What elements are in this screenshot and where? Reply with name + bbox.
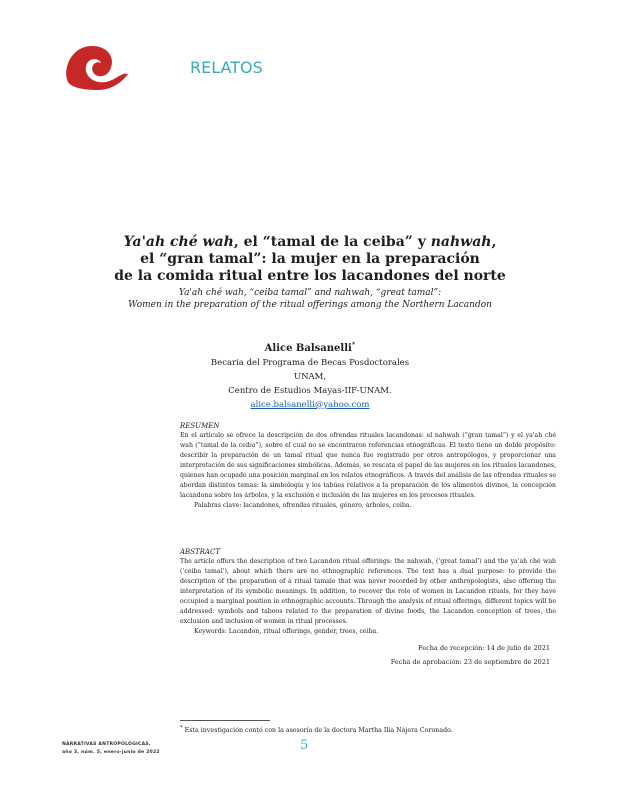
resumen-section <box>180 421 556 511</box>
abstract-section <box>180 547 556 637</box>
resumen-body: En el artículo se ofrece la descripción de dos ofrendas rituales lacandonas: el nahwah (“gran tamal”) y el ya'ah ché wah (“tamal de la ceiba”), sobre el cual no se encontraron referencias etnográficas. El texto tiene un doble propósito: describir la preparación de un tamal ritual que nunca fue registrado por otros antropólogos, y proporcionar una interpretación de sus significaciones simbólicas. Además, se rescata el papel de las mujeres en los rituales lacandones, quienes han ocupado una posición marginal en los relatos etnográficos. A través del análisis de las ofrendas rituales se abordan distintos temas: la simbología y los tabúes relativos a la preparación de los alimentos divinos, la concepción lacandona sobre los árboles, y la exclusión e inclusión de las mujeres en los procesos rituales. <box>180 432 556 499</box>
spiral-wave-logo-icon <box>62 38 132 94</box>
author-line <box>210 338 410 356</box>
footnote <box>180 725 560 734</box>
date-received: Fecha de recepción: 14 de julio de 2021 <box>418 644 550 652</box>
date-approved: Fecha de aprobación: 23 de septiembre de 2021 <box>390 658 550 666</box>
footnote-divider <box>180 720 270 721</box>
author-email-link[interactable]: alice.balsanelli@yahoo.com <box>250 399 370 410</box>
author-affiliation-1: Becaria del Programa de Becas Posdoctorales UNAM, <box>210 357 410 382</box>
resumen-heading: RESUMEN <box>180 422 220 430</box>
article-title-block <box>110 234 510 311</box>
journal-info <box>62 741 192 757</box>
abstract-heading: ABSTRACT <box>180 548 221 556</box>
title-line3: de la comida ritual entre los lacandones del norte <box>114 268 506 284</box>
footnote-mark: * <box>180 725 183 731</box>
author-affiliation-2: Centro de Estudios Mayas-IIF-UNAM. <box>228 385 392 396</box>
footnote-text: Esta investigación contó con la asesoría de la doctora Martha Ilia Nájera Coronado. <box>182 727 453 735</box>
author-name: Alice Balsanelli <box>264 342 352 354</box>
journal-issue: año 3, núm. 5, enero-junio de 2022 <box>62 750 160 755</box>
article-dates <box>300 641 550 669</box>
english-title <box>110 287 510 311</box>
abstract-body: The article offers the description of two Lacandon ritual offerings: the nahwah, (‘great tamal’) and the ya'ah ché wah (‘ceiba tamal’), about which there are no ethnographic references. The text has a dual purpose: to provide the description of the preparation of a ritual tamale that was never recorded by other anthropologists, also offering the interpretation of its symbolic meanings. In addition, to recover the role of women in Lacandon rituals, for they have occupied a marginal position in ethnographic accounts. Through the analysis of ritual offerings, different topics will be addressed: symbols and taboos related to the preparation of divine foods, the Lacandon conception of trees, the exclusion and inclusion of women in ritual processes. <box>180 558 556 625</box>
author-block <box>210 338 410 412</box>
page-number: 5 <box>300 738 309 753</box>
english-title-line1: Ya'ah ché wah, “ceiba tamal” and nahwah, “great tamal”: <box>178 288 442 298</box>
title-line1-mid: , el “tamal de la ceiba” y <box>233 234 431 250</box>
author-footnote-mark[interactable]: * <box>351 340 356 349</box>
abstract-keywords: Keywords: Lacandon, ritual offerings, gender, trees, ceiba. <box>194 628 379 635</box>
section-label: RELATOS <box>190 58 263 77</box>
title-line2: el “gran tamal”: la mujer en la preparación <box>140 251 480 267</box>
title-term-yaah: Ya'ah ché wah <box>123 234 234 250</box>
title-term-nahwah: nahwah <box>430 234 492 250</box>
resumen-keywords: Palabras clave: lacandones, ofrendas rituales, género, árboles, ceiba. <box>194 502 412 509</box>
title-line1-end: , <box>491 234 497 250</box>
article-title <box>110 234 510 285</box>
english-title-line2: Women in the preparation of the ritual offerings among the Northern Lacandon <box>128 300 492 310</box>
journal-name: NARRATIVAS ANTROPOLÓGICAS, <box>62 742 151 747</box>
